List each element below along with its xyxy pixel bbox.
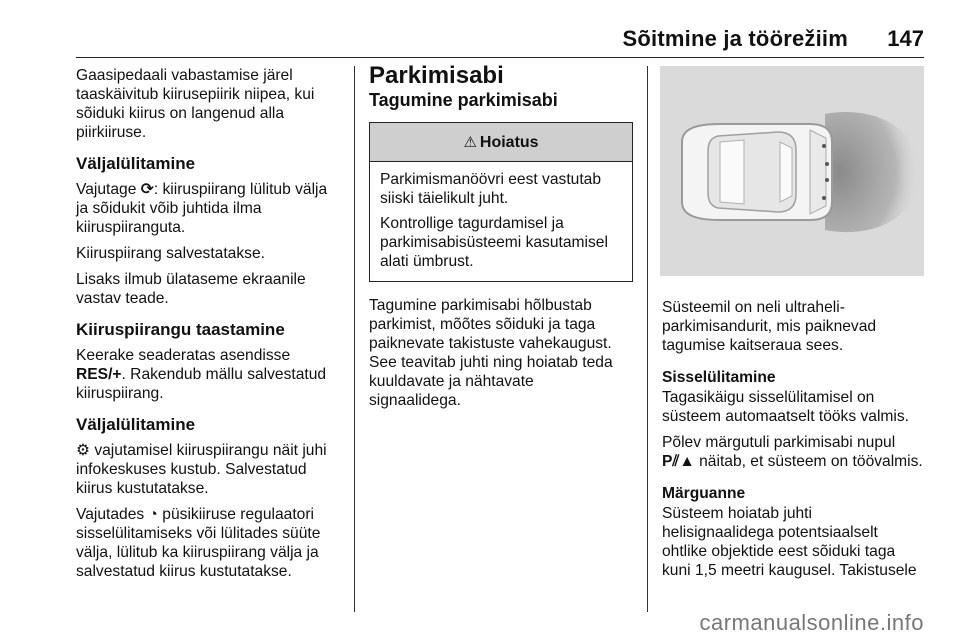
switch-on-paragraph: Tagasikäigu sisselülitamisel on süsteem automaatselt tööks valmis. [662, 389, 910, 425]
limit-saved-paragraph: Kiiruspiirang salvestatakse. [76, 245, 265, 262]
parking-assist-description: Tagumine parkimisabi hõlbustab parkimist, mõõtes sõiduki ja taga paiknevate takistuste vahekaugust. See teavitab juhti ning hoiatab teda kuuldavate ja nähtavate signaalidega. [369, 297, 613, 409]
car-top-view-graphic [660, 66, 924, 276]
column-left [76, 66, 346, 588]
warning-triangle-icon: ⚠ [463, 133, 477, 151]
heading-switch-off-1: Väljalülitamine [76, 154, 196, 173]
header-divider [76, 57, 924, 58]
heading-switch-off-2: Väljalülitamine [76, 415, 196, 434]
cancel-icon: ⚙ [76, 442, 90, 459]
limiter-resume-paragraph: Gaasipedaali vabastamise järel taaskäivitub kiirusepiirik niipea, kui sõiduki kiirus on langenud alla piirkiiruse. [76, 67, 315, 141]
column-divider-2 [647, 66, 648, 612]
message-paragraph: Lisaks ilmub ülataseme ekraanile vastav teade. [76, 271, 306, 307]
warning-box [369, 122, 633, 282]
car-sensor-illustration [660, 66, 924, 276]
parking-assist-icon: P⫽▲ [662, 453, 695, 470]
cancel-paragraph: ⚙ vajutamisel kiiruspiirangu näit juhi infokeskuses kustub. Salvestatud kiirus kustutatakse. [76, 442, 327, 497]
watermark: carmanualsonline.info [699, 610, 924, 635]
column-divider-1 [354, 66, 355, 612]
warning-header: ⚠ Hoiatus [370, 123, 632, 162]
restore-paragraph: Keerake seaderatas asendisse RES/+. Rakendub mällu salvestatud kiiruspiirang. [76, 347, 327, 402]
column-middle [369, 62, 633, 417]
switch-off-paragraph: Vajutage ⟳: kiiruspiirang lülitub välja ja sõidukit võib juhtida ilma kiiruspiiranguta. [76, 181, 328, 236]
page-number: 147 [887, 26, 924, 51]
heading-signal: Märguanne [662, 485, 746, 502]
column-right [662, 66, 924, 587]
heading-restore: Kiiruspiirangu taastamine [76, 320, 285, 339]
sensor-paragraph: Süsteemil on neli ultraheli- parkimisandurit, mis paiknevad tagumise kaitseraua sees. [662, 299, 877, 354]
section-title: Parkimisabi [369, 62, 504, 89]
limiter-icon: ⟳ [140, 181, 154, 198]
indicator-paragraph: Põlev märgutuli parkimisabi nupul P⫽▲ näitab, et süsteem on töövalmis. [662, 434, 923, 470]
subsection-title: Tagumine parkimisabi [369, 90, 558, 110]
res-plus-label: RES/+ [76, 366, 122, 383]
chapter-title: Sõitmine ja töörežiim [622, 26, 848, 51]
cruise-icon: ◔ [148, 506, 158, 523]
heading-switch-on: Sisselülitamine [662, 369, 776, 386]
cruise-paragraph: Vajutades ◔ püsikiiruse regulaatori sisselülitamiseks või lülitades süüte välja, lülitub ka kiiruspiirang välja ja salvestatud kiirus kustutatakse. [76, 506, 321, 580]
signal-paragraph: Süsteem hoiatab juhti helisignaalidega potentsiaalselt ohtlike objektide eest sõiduki taga kuni 1,5 meetri kaugusel. Takistusele [662, 505, 917, 579]
warning-body: Parkimismanöövri eest vastutab siiski täielikult juht. Kontrollige tagurdamisel ja parkimisabisüsteemi kasutamisel alati ümbrust. [380, 171, 608, 270]
